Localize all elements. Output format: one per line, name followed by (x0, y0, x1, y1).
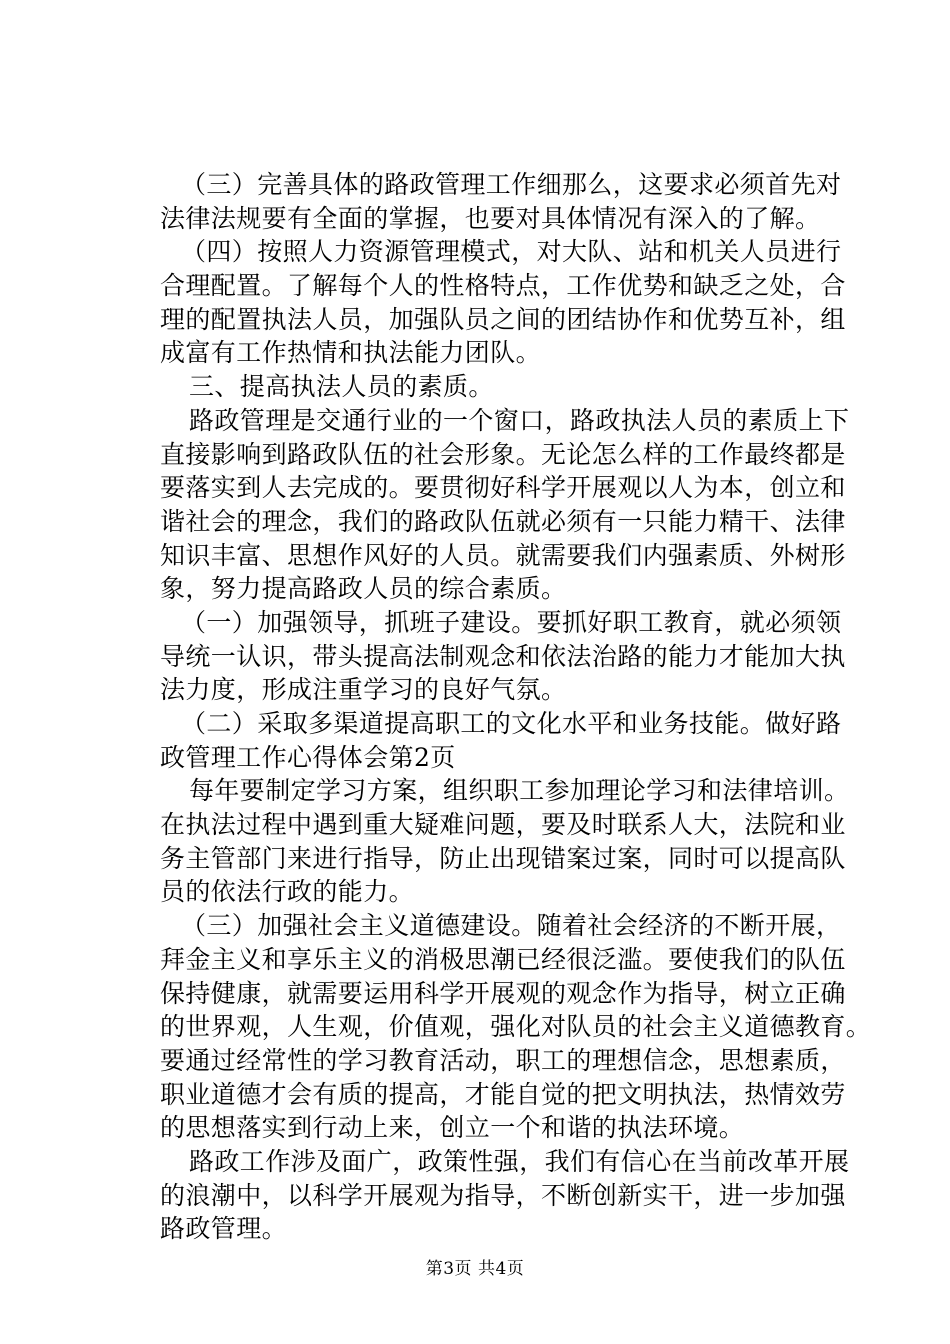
text-line: 知识丰富、思想作风好的人员。就需要我们内强素质、外树形 (160, 540, 846, 570)
text-line: 的世界观，人生观，价值观，强化对队员的社会主义道德教育。 (160, 1012, 872, 1042)
text-line: （一）加强领导，抓班子建设。要抓好职工教育，就必须领 (181, 607, 842, 637)
text-line: 的浪潮中，以科学开展观为指导，不断创新实干，进一步加强 (160, 1180, 846, 1210)
text-line: 员的依法行政的能力。 (160, 877, 415, 907)
text-line: 成富有工作热情和执法能力团队。 (160, 338, 542, 368)
text-line: 导统一认识，带头提高法制观念和依法治路的能力才能加大执 (160, 641, 846, 671)
text-line: 职业道德才会有质的提高，才能自觉的把文明执法，热情效劳 (160, 1079, 846, 1109)
text-line: 务主管部门来进行指导，防止出现错案过案，同时可以提高队 (160, 843, 846, 873)
text-line: 象，努力提高路政人员的综合素质。 (160, 574, 567, 604)
text-line: 直接影响到路政队伍的社会形象。无论怎么样的工作最终都是 (160, 439, 846, 469)
text-line: （四）按照人力资源管理模式，对大队、站和机关人员进行 (181, 237, 842, 267)
text-line: （三）加强社会主义道德建设。随着社会经济的不断开展， (181, 911, 842, 941)
text-line: 要落实到人去完成的。要贯彻好科学开展观以人为本，创立和 (160, 473, 846, 503)
text-line: 每年要制定学习方案，组织职工参加理论学习和法律培训。 (189, 776, 850, 806)
text-line: 在执法过程中遇到重大疑难问题，要及时联系人大，法院和业 (160, 810, 846, 840)
text-line: 拜金主义和享乐主义的消极思潮已经很泛滥。要使我们的队伍 (160, 944, 846, 974)
section-heading: 三、提高执法人员的素质。 (189, 372, 494, 402)
text-line: 路政管理。 (160, 1214, 288, 1244)
document-body (160, 168, 872, 1246)
text-line: 要通过经常性的学习教育活动，职工的理想信念，思想素质， (160, 1045, 846, 1075)
text-line: 路政管理是交通行业的一个窗口，路政执法人员的素质上下 (189, 405, 850, 435)
text-line: 法力度，形成注重学习的良好气氛。 (160, 675, 567, 705)
text-line: 路政工作涉及面广，政策性强，我们有信心在当前改革开展 (189, 1146, 850, 1176)
text-line: （二）采取多渠道提高职工的文化水平和业务技能。做好路 (181, 709, 842, 738)
text-line: 保持健康，就需要运用科学开展观的观念作为指导，树立正确 (160, 978, 846, 1008)
text-line: 法律法规要有全面的掌握，也要对具体情况有深入的了解。 (160, 203, 821, 233)
text-line: 合理配置。了解每个人的性格特点，工作优势和缺乏之处，合 (160, 271, 846, 301)
text-line: 理的配置执法人员，加强队员之间的团结协作和优势互补，组 (160, 304, 846, 334)
text-line: 政管理工作心得体会第2页 (160, 742, 456, 772)
text-line: 谐社会的理念，我们的路政队伍就必须有一只能力精干、法律 (160, 506, 846, 536)
text-line: 的思想落实到行动上来，创立一个和谐的执法环境。 (160, 1113, 745, 1143)
page-footer (0, 1258, 950, 1280)
text-line: （三）完善具体的路政管理工作细那么，这要求必须首先对 (181, 170, 842, 199)
page-number-label: 第3页 共4页 (425, 1259, 525, 1279)
